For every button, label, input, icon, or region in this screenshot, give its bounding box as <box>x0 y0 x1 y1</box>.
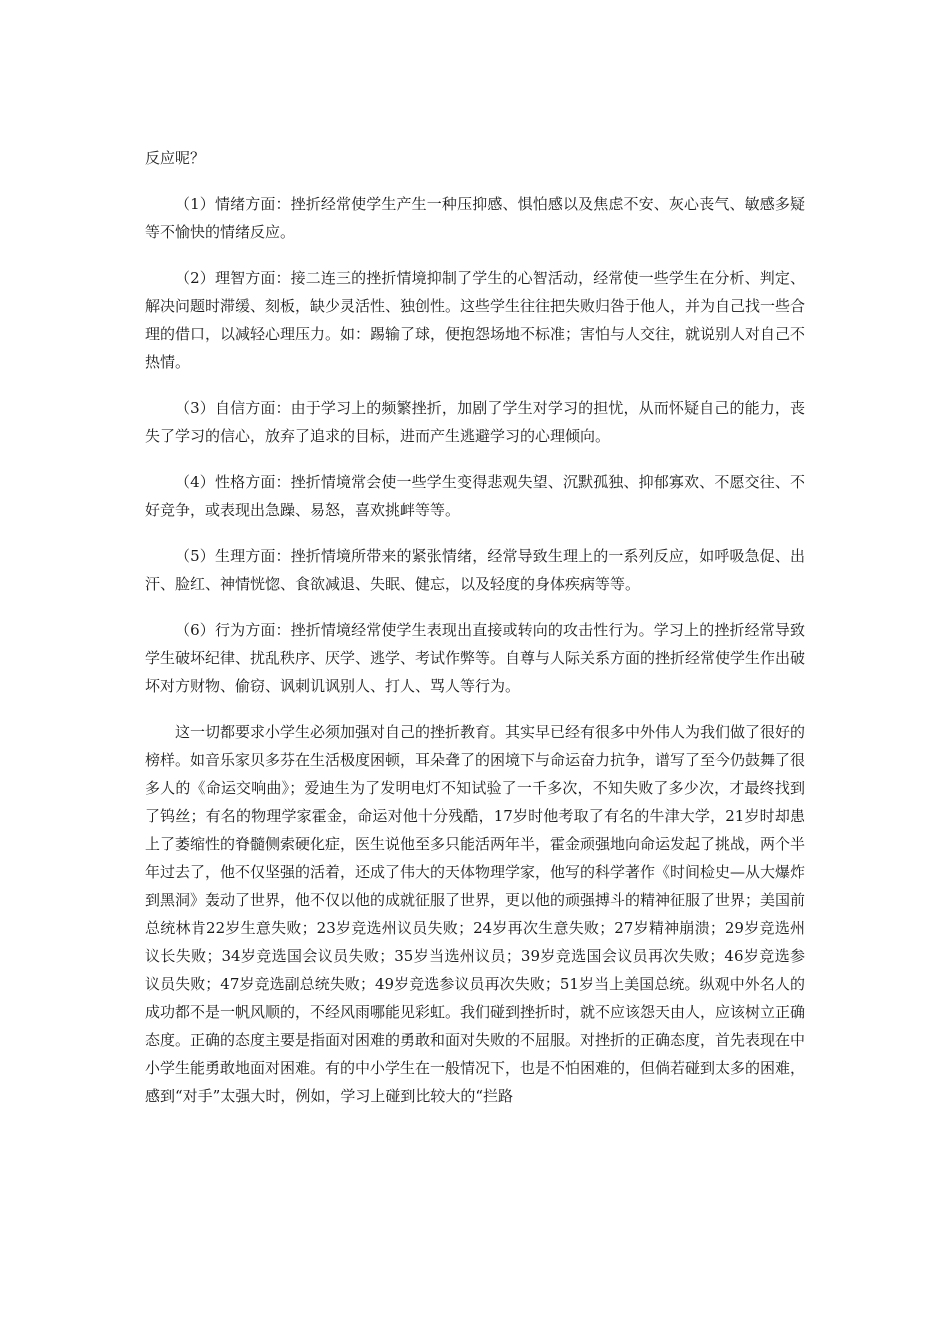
paragraph-emotion: （1）情绪方面：挫折经常使学生产生一种压抑感、惧怕感以及焦虑不安、灰心丧气、敏感多疑等不愉快的情绪反应。 <box>145 195 805 241</box>
paragraph-continuation: 反应呢？ <box>145 149 206 167</box>
paragraph-confidence: （3）自信方面：由于学习上的频繁挫折，加剧了学生对学习的担忧，从而怀疑自己的能力，丧失了学习的信心，放弃了追求的目标，进而产生逃避学习的心理倾向。 <box>145 399 805 445</box>
paragraph-personality: （4）性格方面：挫折情境常会使一些学生变得悲观失望、沉默孤独、抑郁寡欢、不愿交往、不好竞争，或表现出急躁、易怒，喜欢挑衅等等。 <box>145 473 805 519</box>
paragraph-conclusion: 这一切都要求小学生必须加强对自己的挫折教育。其实早已经有很多中外伟人为我们做了很好的榜样。如音乐家贝多芬在生活极度困顿，耳朵聋了的困境下与命运奋力抗争，谱写了至今仍鼓舞了很多人的《命运交响曲》；爱迪生为了发明电灯不知试验了一千多次，不知失败了多少次，才最终找到了钨丝；有名的物理学家霍金，命运对他十分残酷，17岁时他考取了有名的牛津大学，21岁时却患上了萎缩性的脊髓侧索硬化症，医生说他至多只能活两年半，霍金顽强地向命运发起了挑战，两个半年过去了，他不仅坚强的活着，还成了伟大的天体物理学家，他写的科学著作《时间检史—从大爆炸到黑洞》轰动了世界，他不仅以他的成就征服了世界，更以他的顽强搏斗的精神征服了世界；美国前总统林肯22岁生意失败；23岁竞选州议员失败；24岁再次生意失败；27岁精神崩溃；29岁竞选州议长失败；34岁竞选国会议员失败；35岁当选州议员；39岁竞选国会议员再次失败；46岁竞选参议员失败；47岁竞选副总统失败；49岁竞选参议员再次失败；51岁当上美国总统。纵观中外名人的成功都不是一帆风顺的，不经风雨哪能见彩虹。我们碰到挫折时，就不应该怨天由人，应该树立正确态度。正确的态度主要是指面对困难的勇敢和面对失败的不屈服。对挫折的正确态度，首先表现在中小学生能勇敢地面对困难。有的中小学生在一般情况下，也是不怕困难的，但倘若碰到太多的困难，感到“对手”太强大时，例如，学习上碰到比较大的“拦路 <box>145 723 806 1105</box>
paragraph-reason: （2）理智方面：接二连三的挫折情境抑制了学生的心智活动，经常使一些学生在分析、判定、解决问题时滞缓、刻板，缺少灵活性、独创性。这些学生往往把失败归咎于他人，并为自己找一些合理的借口，以减轻心理压力。如：踢输了球，便抱怨场地不标准；害怕与人交往，就说别人对自己不热情。 <box>145 269 806 371</box>
paragraph-behavior: （6）行为方面：挫折情境经常使学生表现出直接或转向的攻击性行为。学习上的挫折经常导致学生破坏纪律、扰乱秩序、厌学、逃学、考试作弊等。自尊与人际关系方面的挫折经常使学生作出破坏对方财物、偷窃、讽刺讥讽别人、打人、骂人等行为。 <box>145 621 806 695</box>
paragraph-physiology: （5）生理方面：挫折情境所带来的紧张情绪，经常导致生理上的一系列反应，如呼吸急促、出汗、脸红、神情恍惚、食欲减退、失眠、健忘，以及轻度的身体疾病等等。 <box>145 547 805 593</box>
document-body <box>145 144 805 1128</box>
